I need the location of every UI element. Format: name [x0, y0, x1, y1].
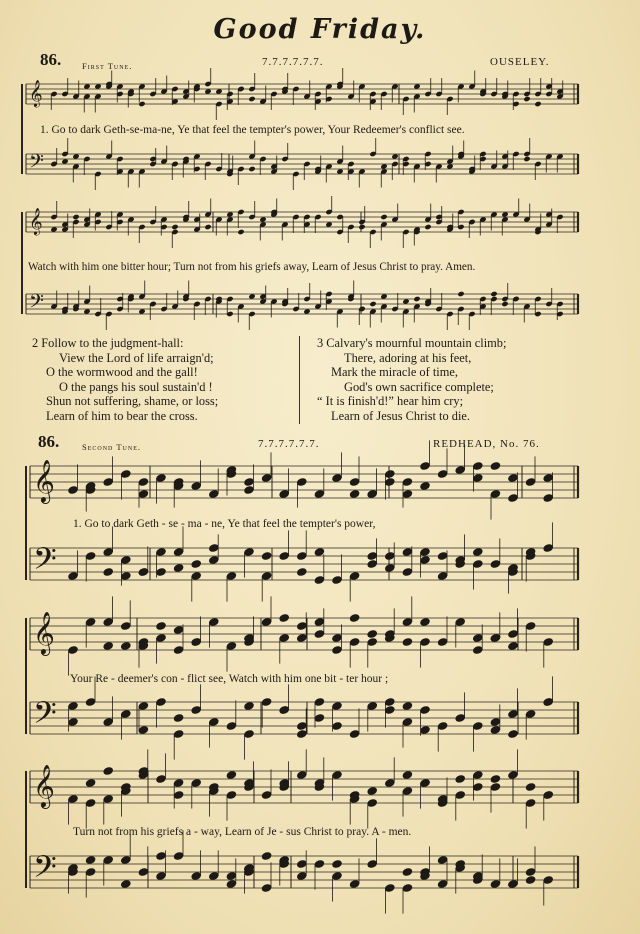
- note-head: [525, 875, 537, 885]
- verse-line: Learn of him to bear the cross.: [46, 408, 198, 423]
- verse-line: Shun not suffering, shame, or loss;: [46, 394, 219, 409]
- verse-line: Learn of Jesus Christ to die.: [331, 408, 471, 423]
- verse-line: O the pangs his soul sustain'd !: [59, 379, 213, 394]
- note-head: [490, 774, 502, 784]
- note-head: [358, 224, 365, 230]
- note-head: [261, 851, 273, 861]
- bass-clef: 𝄢: [29, 151, 44, 177]
- note-head: [155, 621, 167, 631]
- verse-line: There, adoring at his feet,: [344, 350, 472, 365]
- note-head: [243, 701, 255, 711]
- treble-clef: 𝄞: [33, 611, 55, 655]
- note-head: [120, 641, 132, 651]
- note-head: [349, 489, 361, 499]
- note-head: [366, 629, 378, 639]
- note-head: [523, 156, 530, 162]
- note-head: [248, 96, 255, 102]
- note-head: [402, 701, 414, 711]
- tune-label: Second Tune.: [82, 442, 142, 452]
- lyric-line: 1. Go to dark Geth-se-ma-ne, Ye that feel the tempter's power, Your Redeemer's conflict see.: [40, 124, 465, 136]
- note-head: [237, 229, 244, 235]
- note-head: [102, 766, 114, 776]
- bass-clef: 𝄢: [33, 695, 57, 739]
- note-head: [534, 101, 541, 107]
- verse-line: “ It is finish'd!” hear him cry;: [317, 394, 464, 409]
- note-head: [490, 461, 502, 471]
- treble-clef: 𝄞: [29, 209, 43, 235]
- note-head: [173, 713, 185, 723]
- treble-clef: 𝄞: [29, 81, 43, 107]
- meter: 7.7.7.7.7.7.: [258, 438, 320, 450]
- note-head: [204, 224, 211, 230]
- note-head: [523, 96, 530, 102]
- note-head: [402, 770, 414, 780]
- note-head: [248, 166, 255, 172]
- note-head: [72, 214, 79, 220]
- note-head: [369, 301, 376, 307]
- bass-clef: 𝄢: [33, 541, 57, 585]
- hymn-number: 86.: [38, 432, 60, 451]
- verse-line: 3 Calvary's mournful mountain climb;: [317, 336, 507, 350]
- treble-clef: 𝄞: [33, 459, 55, 503]
- verse-line: God's own sacrifice complete;: [344, 379, 494, 394]
- note-head: [85, 855, 97, 865]
- note-head: [457, 291, 464, 297]
- note-head: [331, 859, 343, 869]
- lyric-line: Watch with him one bitter hour; Turn not from his griefs away, Learn of Jesus Christ to pray. Amen.: [28, 261, 476, 273]
- bass-clef: 𝄢: [33, 849, 57, 893]
- verse-line: Mark the miracle of time,: [331, 365, 458, 380]
- note-head: [171, 224, 178, 230]
- tune-label: First Tune.: [82, 61, 133, 71]
- page-title: Good Friday.: [213, 14, 427, 45]
- note-head: [190, 559, 202, 569]
- note-head: [525, 782, 537, 792]
- note-head: [120, 879, 132, 889]
- note-head: [226, 770, 238, 780]
- note-head: [366, 786, 378, 796]
- note-head: [402, 637, 414, 647]
- note-head: [402, 867, 414, 877]
- verse-line: O the wormwood and the gall!: [46, 365, 198, 380]
- treble-clef: 𝄞: [33, 764, 55, 808]
- note-head: [507, 729, 519, 739]
- note-head: [102, 641, 114, 651]
- note-head: [261, 551, 273, 561]
- note-head: [349, 613, 361, 623]
- note-head: [472, 547, 484, 557]
- note-head: [507, 641, 519, 651]
- lyric-line: 1. Go to dark Geth - se - ma - ne, Ye that feel the tempter's power,: [73, 518, 376, 530]
- note-head: [278, 613, 290, 623]
- note-head: [424, 224, 431, 230]
- verse-line: 2 Follow to the judgment-hall:: [32, 336, 184, 350]
- note-head: [490, 291, 497, 297]
- note-head: [419, 617, 431, 627]
- hymn-number: 86.: [40, 50, 62, 69]
- note-head: [380, 214, 387, 220]
- bass-clef: 𝄢: [29, 291, 44, 317]
- lyric-line: Turn not from his griefs a - way, Learn of Je - sus Christ to pray. A - men.: [73, 826, 412, 838]
- note-head: [454, 774, 466, 784]
- note-head: [85, 778, 97, 788]
- note-head: [102, 567, 114, 577]
- note-head: [413, 296, 420, 302]
- verse-line: View the Lord of life arraign'd;: [59, 350, 214, 365]
- note-head: [296, 567, 308, 577]
- meter: 7.7.7.7.7.7.: [262, 56, 324, 68]
- note-head: [173, 563, 185, 573]
- composer: OUSELEY.: [490, 56, 550, 68]
- lyric-line: Your Re - deemer's con - flict see, Watch with him one bit - ter hour ;: [70, 673, 389, 685]
- note-head: [419, 481, 431, 491]
- composer: REDHEAD, No. 76.: [433, 438, 540, 450]
- note-head: [501, 301, 508, 307]
